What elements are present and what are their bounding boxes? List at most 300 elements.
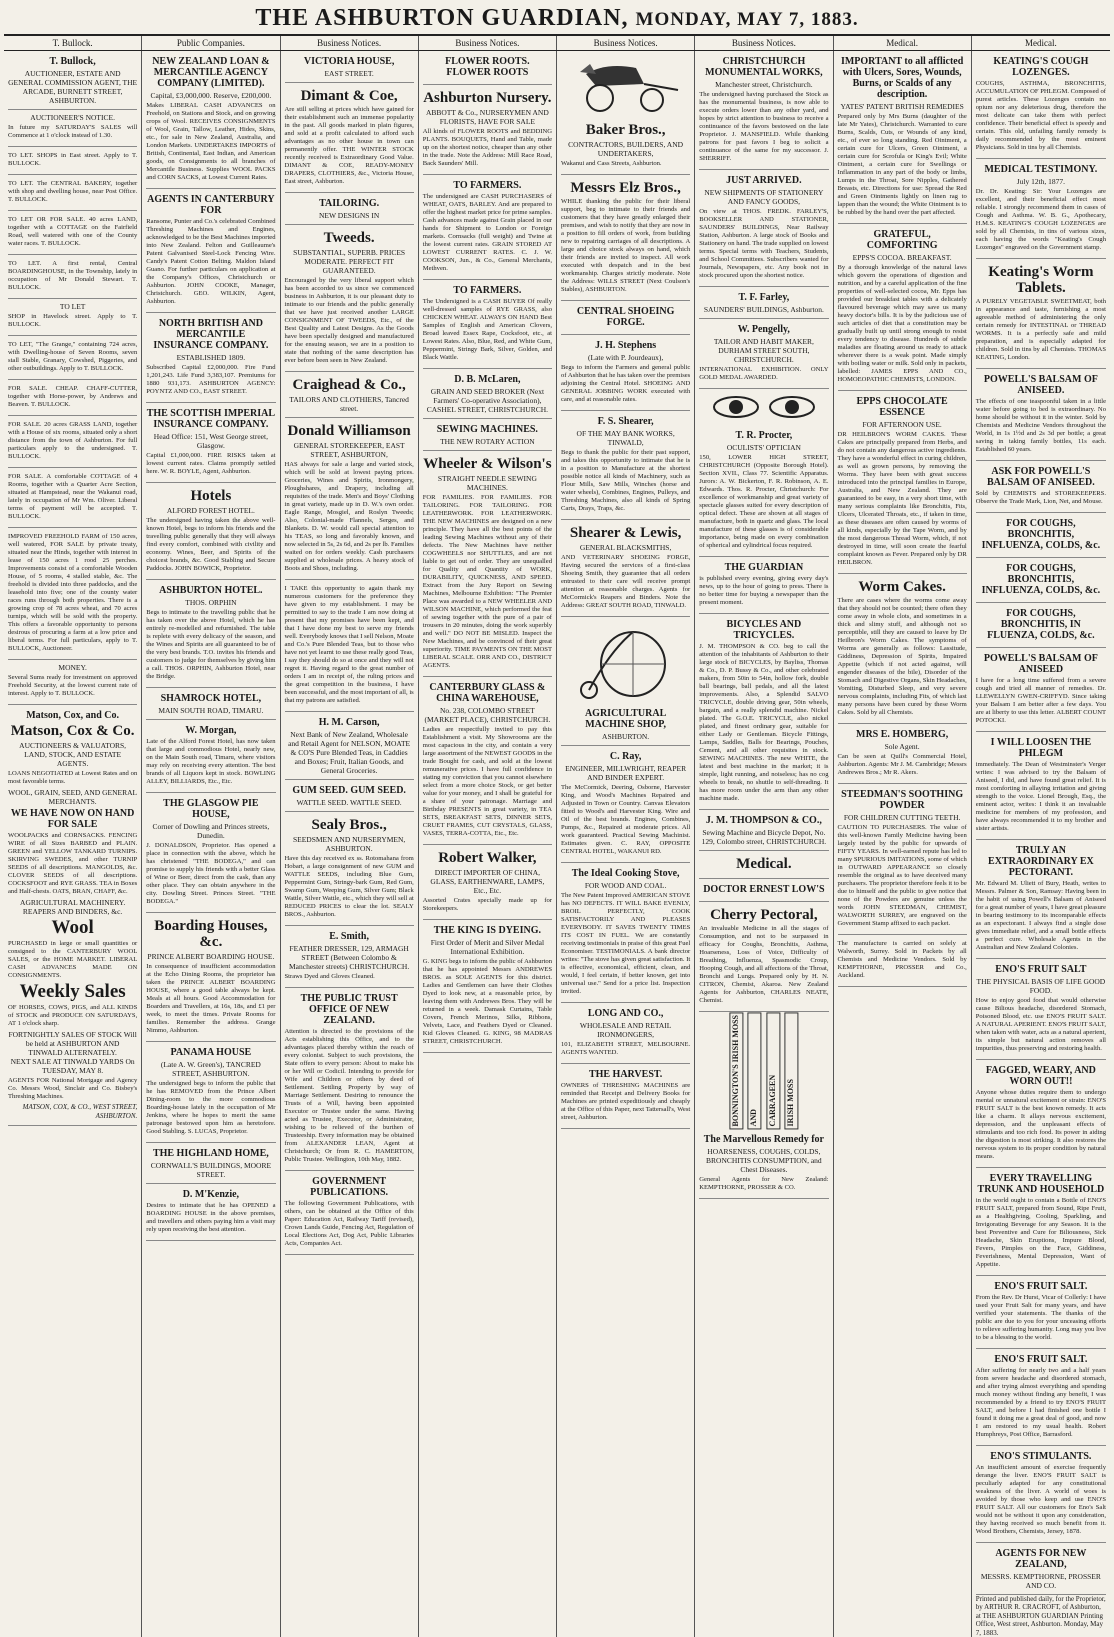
ad-title: FLOWER ROOTS. FLOWER ROOTS — [445, 56, 530, 78]
vertical-label: CARRAGEEN — [766, 1012, 780, 1129]
ad-body: in the world ought to contain a Bottle of ENO'S FRUIT SALT, prepared from Sound, Ripe Fruit, as a Healthgiving, Cooling, Sparkling, and Invigorating Beverage for any Season. It is the best Preventive and Cure for Biliousness, Sick Headache, Skin Eruptions, Impure Blood, Fevers, Pimples on the Face, Giddiness, Feverishness, Mental Depression, Want of Appetite. — [975, 1197, 1106, 1268]
ad-body: An insufficient amount of exercise frequently derange the liver. ENO'S FRUIT SALT is peculiarly adapted for any constitutional weakness of the liver. A world of woes is avoided by those who keep and use ENO'S FRUIT SALT. All our customers for Eno's Salt would not be without it upon any consideration, they having received so much benefit from it. Wood Brothers, Chemists, Jersey, 1878. — [975, 1464, 1106, 1535]
column-heading: Business Notices. — [557, 36, 695, 50]
ad-title: D. M'Kenzie, — [182, 1189, 240, 1200]
newspaper-page — [4, 4, 1110, 1637]
column-3 — [281, 51, 419, 1637]
advertisement — [285, 988, 414, 1171]
ad-title: NEW ZEALAND LOAN & MERCANTILE AGENCY COMPANY (LIMITED). — [152, 56, 270, 89]
ad-subtitle: Manchester street, Christchurch. — [715, 80, 813, 89]
advertisement — [699, 879, 828, 902]
ad-subtitle: FEATHER DRESSER, 129, ARMAGH STREET (Between Colombo & Manchester streets) CHRISTCHURCH. — [289, 944, 410, 971]
advertisement — [285, 1171, 414, 1255]
ad-subtitle: GRAIN AND SEED BROKER (Next Farmers' Co-operative Association), CASHEL STREET, CHRISTCHURCH. — [426, 387, 548, 414]
ad-title: ENO'S FRUIT SALT. — [994, 1354, 1088, 1365]
ad-body: Anyone whose duties require them to undergo mental or unnatural excitement or strain: ENO'S FRUIT SALT is the best known remedy. It acts like a charm. It allays nervous excitement, depression, and the unpleasant effects of stimulants and too rich food. Its power in aiding the digestion is most striking. It also restores the nervous system to its proper condition by natural means. — [975, 1089, 1106, 1160]
ad-title: AGENTS FOR NEW ZEALAND, — [995, 1548, 1087, 1570]
ad-title: CHRISTCHURCH MONUMENTAL WORKS, — [705, 56, 823, 78]
advertisement — [838, 51, 967, 224]
ad-body: The Undersigned is a CASH BUYER Of really well-dressed samples of RYE GRASS, also CHICKEN WHEAT. ALWAYS ON HAND Best Samples of English and American Clovers, Broad leaved Essex Rape, Cocksfoot, etc., at Lowest Rates. Also, Blue, Red, and White Gum, Peppermint, Stringy Bark, Silver, Golden, and Black Wattle. — [422, 298, 552, 361]
advertisement — [699, 51, 828, 170]
column-2 — [142, 51, 280, 1637]
advertisement — [699, 170, 828, 287]
ad-title: H. M. Carson, — [318, 717, 380, 728]
column-heading: Business Notices. — [695, 36, 833, 50]
ad-body: I have for a long time suffered from a severe cough and tried all manner of remedies. Dr. LLEWELLYN GWEN-CRIFFYD. Since taking your Balsam I am better after a few days. You are at liberty to use this letter. ALBERT COUNT POTOCKI. — [975, 677, 1106, 724]
advertisement — [423, 845, 552, 920]
advertisement — [976, 1349, 1106, 1446]
ad-title: FOR COUGHS, BRONCHITIS, IN FLUENZA, COLDS, &c. — [987, 608, 1095, 641]
ad-title: POWELL'S BALSAM OF ANISEED. — [983, 374, 1098, 396]
advertisement — [976, 51, 1106, 159]
column-heading: Public Companies. — [142, 36, 280, 50]
ad-title: SEWING MACHINES. — [436, 424, 538, 435]
advertisement — [146, 720, 275, 793]
ad-subtitle: THE NEW ROTARY ACTION — [440, 437, 535, 446]
vertical-medicine-ad — [699, 1012, 828, 1129]
ad-subtitle: WHOLESALE AND RETAIL IRONMONGERS, — [579, 1021, 672, 1039]
ad-subtitle: NEW DESIGNS IN — [318, 211, 380, 220]
ad-body: All kinds of FLOWER ROOTS and BEDDING PLANTS. BOUQUETS, Hand and Table, made up on the shortest notice, cheaper than any other in the trade. Note the Address: Mill Race Road, Back Saunders' Mill. — [422, 128, 552, 167]
ad-body: After suffering for nearly two and a half years from severe headache and disordered stomach, and after trying almost everything and spending much money without finding any benefit, I was recommended by a friend to try ENO'S FRUIT SALT, and before I had finished one bottle I found it doing me a great deal of good, and now I am restored to my usual health. Robert Humphreys, Post Office, Barrasford. — [975, 1367, 1106, 1438]
ad-body: Ransome, Punter and Co.'s celebrated Combined Threshing Machines and Engines, acknowledged to be the Best Machines imported into New Zealand. Felton and Guilleaume's Patent Galvanised Steel-Lock Fencing Wire. Candy's Patent Cotton Belting. Maldon Island Guano. For further particulars on application at the Company's Offices, Christchurch or Ashburton. JOHN COOKE, Manager, Christchurch. GEO. WILKIN, Agent, Ashburton. — [146, 218, 276, 305]
advertisement — [699, 902, 828, 1012]
advertisement — [699, 287, 828, 319]
ad-title: AGENTS IN CANTERBURY FOR — [147, 194, 275, 216]
advertisement — [8, 468, 137, 528]
ad-title: EVERY TRAVELLING TRUNK AND HOUSEHOLD — [977, 1173, 1105, 1195]
ad-body: PURCHASED in large or small quantities or consigned to the CANTERBURY WOOL SALES, or the HOME MARKET. LIBERAL CASH ADVANCES MADE ON CONSIGNMENTS. — [8, 940, 138, 979]
ad-subtitle: Next Bank of New Zealand, Wholesale and Retail Agent for NELSON, MOATE & CO'S Pure Blended Teas, in Caddies and Boxes; Fruit, Italian Goods, and General Groceries. — [288, 730, 411, 775]
advertisement — [976, 1060, 1106, 1168]
ad-subtitle: FOR AFTERNOON USE. — [862, 420, 942, 429]
ad-title: ASHBURTON HOTEL. — [159, 585, 263, 596]
column-heading: Medical. — [1025, 38, 1057, 48]
ad-body: How to enjoy good food that would otherwise cause Bilious headache, disordered Stomach, Poisoned Blood, etc. use ENO'S FRUIT SALT. A NATURAL APERIENT. ENO'S FRUIT SALT, when taken with water, acts as a natural aperient, its simple but natural action removes all impurities, thus preserving and restoring health. — [975, 997, 1106, 1052]
advertisement — [8, 51, 137, 110]
ad-body: The undersigned having purchased the Stock as has the monumental business, is now able to execute orders lower than any other yard, and hopes by strict attention to business to receive a continuance of the favors bestowed on the late Proprietor. J. MANSFIELD. While thanking patrons for past favors I beg to solicit a continuance of the same for my successor. J. SHERRIFF. — [699, 91, 829, 162]
advertisement — [423, 280, 552, 369]
ad-title: GOVERNMENT PUBLICATIONS. — [310, 1176, 389, 1198]
ad-body: WOOLPACKS and CORNSACKS. FENCING WIRE of all Sizes BARBED and PLAIN. GREEN and YELLOW TANKARD TURNIPS. SKIRVING SWEDES, and other TURNIP SEEDS of all descriptions. MANGOLDS, &c. CLOVER SEEDS of all descriptions. COCKSFOOT and RYE GRASS. TEA in Boxes and Half-chests. OATS, BRAN, CHAFF, &c. — [8, 832, 138, 895]
ad-body: In future my SATURDAY'S SALES will Commence at 1 o'clock instead of 1.30. — [8, 124, 138, 139]
advertisement — [976, 1276, 1106, 1349]
ad-body: 150, LOWER HIGH STREET, CHRISTCHURCH (Opposite Borough Hotel). Section XVII., Class 77. Scientific Apparatus. Jurors: A. W. Bickerton, F. R. Robinson, A. E. Edwards. Thos. R. Procter, Christchurch: For excellence of workmanship and great variety of spectacle glasses suited for every description of optical defect. These are shown at all stages of manufacture, both in quartz and glass. The local manufacture of these glasses is of considerable importance, being made on every combination of spherical and cylindrical focus required. — [699, 454, 829, 549]
ad-body: I TAKE this opportunity to again thank my numerous customers for the preference they have given to my establishment. I may be permitted to say to the trade I am now doing at present that my promises have been kept, and that I have done my best to serve my friends well. Everybody knows that I sell Nelson, Moate and Co.'s Pure Blended Teas, but to those who have not yet learnt to use these really good Teas, I say they should do so at once and they will not regret it. Having regard to the great number of orders I am in receipt of, the ruling prices and the great competition in the business, I have been successful, and the most important of all, is that my patrons are satisfied. — [284, 585, 414, 704]
advertisement — [423, 51, 552, 85]
ad-body: Desires to intimate that he has OPENED a BOARDING HOUSE in the above premises, and travellers and others paying him a visit may rely upon receiving the best attention. — [146, 1202, 276, 1233]
ad-subtitle: TO LET — [59, 302, 86, 311]
advertisement — [423, 677, 552, 845]
ad-title: The Marvellous Remedy for — [703, 1134, 824, 1146]
vertical-label: BONNINGTON'S IRISH MOSS — [729, 1012, 743, 1129]
advertisement — [838, 784, 967, 935]
column-heading: T. Bullock. — [4, 36, 142, 50]
ad-title: Matson, Cox & Co. — [10, 723, 135, 739]
ad-body: SHOP in Havelock street. Apply to T. BULLOCK. — [8, 313, 138, 328]
ad-subtitle: AUCTIONEER, ESTATE AND GENERAL COMMISSION AGENT, THE ARCADE, BURNETT STREET, ASHBURTON. — [8, 69, 138, 105]
ad-subtitle: Head Office: 151, West George street, Glasgow. — [153, 432, 268, 450]
advertisement — [146, 403, 275, 483]
advertisement — [423, 419, 552, 451]
ad-subtitle: EPPS'S COCOA. BREAKFAST. — [852, 253, 952, 262]
column-heading: Business Notices. — [281, 36, 419, 50]
ad-title: SHAMROCK HOTEL, — [160, 693, 262, 704]
ad-subtitle: THE PHYSICAL BASIS OF LIFE GOOD FOOD. — [976, 977, 1106, 995]
ad-title: THE HIGHLAND HOME, — [152, 1148, 269, 1159]
ad-subtitle: WATTLE SEED. WATTLE SEED. — [296, 798, 402, 807]
ad-subtitle: Capital, £3,000,000. Reserve, £200,000. — [150, 91, 272, 100]
advertisement — [838, 391, 967, 574]
ad-title: AGRICULTURAL MACHINE SHOP, — [584, 708, 667, 730]
ad-title: TO FARMERS. — [453, 180, 522, 191]
ad-subtitle: CORNWALL'S BUILDINGS, MOORE STREET. — [150, 1161, 272, 1179]
advertisement — [146, 913, 275, 1042]
ad-body: Begs to intimate to the travelling public that he has taken over the above Hotel, which he has entirely re-modelled and refurnished. The table is replete with every delicacy of the season, and the Wines and Spirits are all guaranteed to be of the very best brands. T.O. invites his friends and customers to judge for themselves by giving him a call. THOS. ORPHIN, Ashburton Hotel, near the Bridge. — [146, 609, 276, 680]
ad-subtitle: FORTNIGHTLY SALES OF STOCK Will be held at ASHBURTON AND TINWALD ALTERNATELY. — [8, 1030, 137, 1057]
ad-subtitle: CONTRACTORS, BUILDERS, AND UNDERTAKERS, — [568, 140, 684, 158]
ad-body: J. DONALDSON, Proprietor. Has opened a place in connection with the above, which he has christened "THE BODEGA," and can promise to supply his friends with a better Glass of Wine or Beer, direct from the cask, than any other place. They can obtain anywhere in the city. Dowling Street. Princes Street. "THE BODEGA." — [146, 842, 276, 905]
ad-body: Capital £1,000,000. FIRE RISKS taken at lowest current rates. Claims promptly settled here. W. R. BOYLE, Agent, Ashburton. — [146, 452, 276, 475]
advertisement — [285, 926, 414, 988]
ad-title: D. B. McLaren, — [454, 374, 521, 385]
ad-subtitle: No. 238, COLOMBO STREET (MARKET PLACE), CHRISTCHURCH. — [424, 706, 551, 724]
ad-title: Robert Walker, — [438, 850, 537, 866]
ad-body: AND VETERINARY SHOEING FORGE, Having secured the services of a first-class Shoeing Smith, they guarantee that all orders entrusted to their care will receive prompt attention at reasonable charges. Agents for McCormick's Reapers and Binders. Note the Address: GREAT SOUTH ROAD, TINWALD. — [561, 554, 691, 609]
ad-body: TO LET. A first rental, Central BOARDINGHOUSE, in the Township, lately in occupation of Mr Donald Stewart. T. BULLOCK. — [8, 260, 138, 291]
ad-title: Medical. — [736, 856, 792, 872]
ad-body: HAS always for sale a large and varied stock, which will be sold at lowest paying prices. Groceries, Wines and Spirits, Ironmongery, Ploughshares, and Drapery, including all requisites of the trade. Men's and Boys' Clothing in great variety, made up in D. W.'s own order. Eagle Range, Mosgiel, and Roslyn Tweeds; Also, Colonial-made Flannels, Serges, and Blankets. D. W. would call special attention to his TEAS, so long and favorably known, and now selected in 5s, 2s 6d, and 2s per lb. Families waited on for orders weekly. Cash purchasers supplied at wholesale prices. A heavy stock of Boots and Shoes, including. — [284, 461, 414, 572]
advertisement — [146, 313, 275, 403]
ad-title: GRATEFUL, COMFORTING — [866, 229, 938, 251]
ad-title: Boarding Houses, &c. — [154, 918, 268, 950]
advertisement — [699, 810, 828, 851]
masthead-date: MONDAY, MAY 7, 1883. — [635, 9, 859, 30]
ad-subtitle: SEEDSMEN AND NURSERYMEN, ASHBURTON. — [292, 835, 406, 853]
ad-subtitle: (Late with P. Jourdeaux), — [588, 353, 664, 362]
ad-title: FOR COUGHS, BRONCHITIS, INFLUENZA, COLDS, &c. — [981, 563, 1101, 596]
advertisement — [146, 483, 275, 580]
ad-body: G. KING begs to inform the public of Ashburton that he has appointed Messrs ANDREWES BROS. as SOLE AGENTS for this district. Ladies and Gentlemen can have their Clothes Dyed to look new, at a reasonable price, by leaving them with Andrewes Bros. They will be returned in a week. Damask Curtains, Table Covers, French Merinos, Silks, Ribbons, Velvets, Lace, and Feathers Dyed or Cleaned. Kid Gloves Cleaned. G. KING, 98 MADRAS STREET, CHRISTCHURCH. — [422, 958, 552, 1045]
ad-body: FOR SALE. 20 acres GRASS LAND, together with a House of six rooms, situated only a short distance from the town of Ashburton. For full particulars apply to the undersigned. T. BULLOCK. — [8, 421, 138, 460]
ad-body: IMPROVED FREEHOLD FARM of 150 acres, well watered, FOR SALE by private treaty, situated near the Hinds, together with interest in lease of 150 acres 1 rood 25 perches. Improvements consist of a comfortable Wooden House, of 5 rooms, 4 stalled stable, &c. The freehold is divided into three paddocks, and the leasehold into five; one of the county water races runs through both properties. There is a growing crop of 78 acres wheat, and 70 acres turnips, which will be sold with the property. This offers a favorable opportunity to persons desirous of procuring a farm at a low price and liberal terms. For full particulars, apply to T. BULLOCK, Auctioneer. — [8, 533, 138, 652]
advertisement — [285, 193, 414, 225]
ad-body: J. M. THOMPSON & CO. beg to call the attention of the inhabitants of Ashburton to their large stock of BICYCLES, by Bayliss, Thomas & Co., D. P. Bussy & Co., and other celebrated makers, from 50in to 54in, hollow fork, double ball bearings, ball pedals, and all the latest improvements. Also, a Splendid SALVO TRICYCLE, double driving gear, 50in wheels, bargain, and a really splendid machine. Nickel plated. The G.O.E. TRICYCLE, also nickel plated, and finest ordinary gear, suitable for either Lady or Gentleman. Bicycle Fittings, Lamps, Saddles, Balls for Bearings, Pouches, Cement, and all other requisites in stock. SEWING MACHINES. The new WHITE, the latest and best machine in the market; it is simple, light running, and noiseless; has no cog wheels to break, no shuttle to self-threading. It has more room under the arm than any other machine made. — [699, 643, 829, 802]
ad-title: C. Ray, — [609, 751, 642, 762]
advertisement — [423, 85, 552, 175]
ad-subtitle: First Order of Merit and Silver Medal International Exhibition. — [430, 938, 545, 956]
ad-subtitle: Sewing Machine and Bicycle Depot, No. 129, Colombo street, CHRISTCHURCH. — [701, 828, 827, 846]
ad-body: The undersigned having taken the above well-known Hotel, begs to inform his friends and the travelling public generally that they will always find every comfort, combined with civility and economy. Wines, Beer, and Spirits of the choicest brands, &c. Good Stabling and Secure Paddocks. JOHN BOWICK, Proprietor. — [146, 517, 276, 572]
advertisement — [976, 1543, 1106, 1595]
advertisement — [8, 211, 137, 255]
ad-title: T. R. Procter, — [735, 430, 793, 441]
ad-title: Messrs Elz Bros., — [570, 180, 681, 196]
ad-subtitle: July 12th, 1877. — [1016, 177, 1066, 186]
vertical-label: IRISH MOSS — [784, 1012, 798, 1129]
advertisement — [838, 724, 967, 784]
advertisement — [561, 117, 690, 175]
ad-body: From the Rev. Dr Hurst, Vicar of Collerly: I have used your Fruit Salt for many years, and have verified your statements. The thanks of the public are due to you for your unceasing efforts to relieve suffering humanity. Long may you live to be a blessing to the world. — [975, 1294, 1106, 1341]
ad-body: INTERNATIONAL EXHIBITION. ONLY GOLD MEDAL AWARDED. — [699, 366, 829, 381]
advertisement — [8, 110, 137, 147]
advertisement — [976, 558, 1106, 603]
advertisement — [146, 1143, 275, 1184]
ad-body: Begs to inform the Farmers and general public of Ashburton that he has taken over the premises adjoining the Central Hotel. SHOEING AND GENERAL JOBBING WORK executed with care, and at reasonable rates. — [561, 364, 691, 403]
ad-body: TO LET OR FOR SALE. 40 acres LAND, together with a COTTAGE on the Fairfield Road, well watered with one of the County water races. T. BULLOCK. — [8, 216, 138, 247]
advertisement — [976, 732, 1106, 840]
ad-title: Worm Cakes. — [858, 579, 946, 595]
ad-subtitle: EAST STREET. — [324, 69, 374, 78]
ad-subtitle: AUCTIONEERS & VALUATORS, LAND, STOCK, AND ESTATE AGENTS. — [19, 741, 127, 768]
ad-title: T. F. Farley, — [738, 292, 790, 303]
advertisement — [8, 528, 137, 660]
penny-farthing-illustration — [561, 620, 690, 700]
advertisement — [699, 425, 828, 557]
ad-body: A PURELY VEGETABLE SWEETMEAT, both in appearance and taste, furnishing a most agreeable method of administering the only certain remedy for INTESTINAL or THREAD WORMS. It is a perfectly safe and mild preparation, and is especially adapted for children. Sold in tins by all Chemists. THOMAS KEATING, London. — [975, 298, 1106, 361]
ad-title: PANAMA HOUSE — [170, 1047, 252, 1058]
ad-title: VICTORIA HOUSE, — [303, 56, 395, 67]
column-1 — [4, 51, 142, 1637]
advertisement — [8, 175, 137, 211]
ad-title: TO FARMERS. — [453, 285, 522, 296]
ad-title: THE GUARDIAN — [724, 562, 804, 573]
ad-title: THE GLASGOW PIE HOUSE, — [163, 798, 259, 820]
ad-subtitle: SUBSTANTIAL, SUPERB. PRICES MODERATE. PERFECT FIT GUARANTEED. — [293, 248, 406, 275]
ad-body: Dr. Dr. Keating: Sir: Your Lozenges are excellent, and their beneficial effect most reliable. I strongly recommend them in cases of Cough and Asthma. W. B. G., Apothecary, H.M.S. KEATING'S COUGH LOZENGES are sold by all Chemists, in tins of various sizes, each having the words "Keating's Cough Lozenges" engraved on the Government stamp. — [975, 188, 1106, 251]
advertisement — [285, 712, 414, 780]
advertisement — [561, 703, 690, 746]
ad-title: Ashburton Nursery. — [423, 90, 552, 106]
ad-body: By a thorough knowledge of the natural laws which govern the operations of digestion and nutrition, and by a careful application of the fine properties of well-selected cocoa, Mr. Epps has provided our breakfast tables with a delicately flavoured beverage which may save us many heavy doctor's bills. It is by the judicious use of such articles of diet that a constitution may be gradually built up until strong enough to resist every tendency to disease. Hundreds of subtle maladies are floating around us ready to attack wherever there is a weak point. Made simply with boiling water or milk. Sold only in packets, labelled: JAMES EPPS AND CO., HOMOEOPATHIC CHEMISTS, LONDON. — [837, 264, 967, 383]
ad-title: TRULY AN EXTRAORDINARY EX PECTORANT. — [988, 845, 1094, 878]
ad-body: Attention is directed to the provisions of the Acts establishing this Office, and to the advantages placed thereby within the reach of every colonist. Subject to such provisions, the State offers to every person: About to make his or her Will or Codicil. Intending to provide for Wife and Children or others by deed of Settlement. Settling Property by way of Marriage Settlement. Desiring to renounce the Trusts of a Will, having been appointed Executor or Trustee under the same. Having acted as Trustee, Executor, or Administrator, wishing to be relieved of the burthen of Trusteeship. Every information may be obtained from ALEXANDER LEAN, Agent at Christchurch; Or from R. C. HAMERTON, Public Trustee. Wellington, 10th May, 1882. — [284, 1028, 414, 1163]
ad-title: Tweeds. — [323, 230, 375, 246]
ad-title: Wheeler & Wilson's — [423, 456, 552, 472]
ad-subtitle: NEW SHIPMENTS OF STATIONERY AND FANCY GOODS, — [704, 188, 824, 206]
advertisement — [976, 513, 1106, 558]
column-6 — [695, 51, 833, 1637]
advertisement — [561, 175, 690, 301]
ad-title: Hotels — [190, 488, 232, 504]
advertisement — [561, 746, 690, 863]
ad-body: On view at THOS. FREDK. FARLEY'S, BOOKSELLER AND STATIONER, SAUNDERS' BUILDINGS, Near Railway Station, Ashburton. A large stock of Books and Stationery on hand. The trade supplied on lowest terms. Special terms with Teachers, Students, and School Committees. Subscribers wanted for Journals, Newspapers, etc. Any book not in stock procured upon the shortest notice. — [699, 208, 829, 279]
advertisement — [285, 418, 414, 580]
carriage-illustration — [561, 54, 690, 114]
ad-title: MEDICAL TESTIMONY. — [984, 164, 1098, 175]
ad-subtitle: STRAIGHT NEEDLE SEWING MACHINES. — [437, 474, 537, 492]
ad-body: FOR SALE. CHEAP. CHAFF-CUTTER, together with Horse-power, by Andrews and Beaven. T. BULLOCK. — [8, 385, 138, 408]
column-4 — [419, 51, 557, 1637]
ad-subtitle: AUCTIONEER'S NOTICE. — [30, 113, 115, 122]
ad-subtitle: Corner of Dowling and Princes streets, Dunedin. — [152, 822, 270, 840]
advertisement — [976, 603, 1106, 648]
ad-title: CENTRAL SHOEING FORGE. — [576, 306, 675, 328]
advertisement — [285, 372, 414, 418]
advertisement — [146, 51, 275, 189]
ad-body: Wakanui and Cass Streets, Ashburton. — [561, 160, 662, 167]
ad-subtitle: OCULISTS' OPTICIAN — [726, 443, 801, 452]
advertisement — [8, 299, 137, 336]
ad-title: I WILL LOOSEN THE PHLEGM — [990, 737, 1092, 759]
advertisement — [285, 580, 414, 712]
ad-subtitle: Sole Agent. — [884, 742, 920, 751]
ad-body: The effects of one teaspoonful taken in a little water before going to bed is extraordinary. No home should be without it in the winter. Sold by Chemists and Medicine Vendors throughout the World, in 1s 1½d and 2s 3d per bottle; a great saving in taking family bottles, 11s each. Established 60 years. — [975, 398, 1106, 453]
ad-title: WE HAVE NOW ON HAND FOR SALE — [10, 808, 135, 830]
ad-title: KEATING'S COUGH LOZENGES. — [993, 56, 1089, 78]
vertical-label: AND — [747, 1012, 761, 1129]
ad-subtitle: PRINCE ALBERT BOARDING HOUSE. — [147, 952, 275, 961]
ad-body: The following Government Publications, with others, can be obtained at the Office of this Paper: Education Act, Railway Tariff (revised), Crown Lands Guide, Fencing Act, Regulation of Local Elections Act, Dog Act, Public Libraries Acts, Companies Act. — [284, 1200, 414, 1247]
ad-body: Are still selling at prices which have gained for their establishment such an immense popularity in the past. All goods marked in plain figures, and sold at a profit calculated to afford such advantages as no other house in town can permanently offer. THE WINTER STOCK recently received is Extraordinary Good Value. DIMANT & COE, READY-MONEY DRAPERS, CLOTHIERS, &c., Victoria House, East street, Ashburton. — [284, 106, 414, 185]
ad-title: THE KING IS DYEING. — [433, 925, 541, 936]
ad-subtitle: ALFORD FOREST HOTEL. — [166, 506, 255, 515]
advertisement — [146, 1184, 275, 1241]
ad-body: Mr. Edward M. Uliett of Bury, Heath, writes to Messrs. Palmer & Son, Ramsay: Having been in the habit of using Powell's Balsam of Aniseed for a great number of years, I have great pleasure in bearing testimony to its incomparable effects as an expectorant. I always find a single dose gives immediate relief, and a small bottle effects a perfect cure. Wholesale Agents in the Australian and New Zealand Colonies. — [975, 880, 1106, 951]
advertisement — [838, 574, 967, 724]
ad-body: Late of the Alford Forest Hotel, has now taken that large and commodious Hotel, nearly new, on the Main South road, Timaru, where visitors may rely on receiving every attention. The best brands of all Liquors kept in stock. BOWLING ALLEY, BILLIARDS, Etc., Etc. — [146, 738, 276, 785]
ad-title: BICYCLES AND TRICYCLES. — [726, 619, 802, 641]
advertisement — [976, 1168, 1106, 1276]
ad-subtitle: FOR CHILDREN CUTTING TEETH. — [843, 813, 961, 822]
ad-title: Craighead & Co., — [292, 377, 406, 393]
advertisement — [561, 301, 690, 335]
advertisement — [699, 614, 828, 810]
ad-title: THE PUBLIC TRUST OFFICE OF NEW ZEALAND. — [300, 993, 398, 1026]
ad-title: FOR COUGHS, BRONCHITIS, INFLUENZA, COLDS, &c. — [981, 518, 1101, 551]
advertisement — [285, 780, 414, 812]
ad-subtitle: SAUNDERS' BUILDINGS, Ashburton. — [703, 305, 824, 314]
ad-body: TO LET, "The Grange," containing 724 acres, with Dwelling-house of Seven Rooms, seven stall Stable, Granary, Cowshed, Piggeries, and other outbuildings. Apply to T. BULLOCK. — [8, 341, 138, 372]
ad-body: DR HEILBRON'S WORM CAKES. These Cakes are principally prepared from Herbs, and do not contain any dangerous active ingredients. They have a wonderful effect in curing children, as well as grown persons, by removing the Worms. They have been with great success introduced into the principal families in Europe, Australia, and New Zealand. They are guaranteed to be easy, in a very short time, with many serious complaints like Bronchitis, Fits, Ulcers, Ulcerated Throats, etc., if taken in time, as these diseases are often caused by worms of all kinds, especially by the Tape Worm, and by the most dangerous Thread Worm, which, if not destroyed in time, will soon create the fearful complaint known as Fever. Prepared only by DR HEILBRON. — [837, 431, 967, 566]
ad-body: WHILE thanking the public for their liberal support, beg to intimate to their friends and customers that they have greatly enlarged their premises, and wish to notify that they are now in a position to fill orders of work, from building new to repairing carriages of all descriptions. A large and choice stock always on hand, which their friends are invited to inspect. All work executed with despatch and in the best workmanship. Charges strictly moderate. Note the Address: WILLS STREET (Next Coulson's Stables), ASHBURTON. — [561, 198, 691, 293]
ad-body: Several Sums ready for investment on approved Freehold Security, at the lowest current rate of interest. Apply to T. BULLOCK. — [8, 674, 138, 697]
ad-title: Weekly Sales — [19, 981, 126, 1002]
ad-body: Makes LIBERAL CASH ADVANCES on Freehold, on Stations and Stock, and on growing crops of Wool. RECEIVES CONSIGNMENTS of Wool, Grain, Tallow, Leather, Hides, Skins, etc., for sale in New Zealand, Australia, and London Markets. UNDERTAKES IMPORTS of British, Continental, East Indian, and American goods, on Consignments to all branches of Mercantile Business. Supplies WOOL PACKS and CORN SACKS, at Lowest Current Rates. — [146, 102, 276, 181]
ad-subtitle: YATES' PATENT BRITISH REMEDIES — [840, 102, 964, 111]
ad-body: Prepared only by Mrs Burns (daughter of the late Mr Yates), Christchurch. Warranted to cure Burns, Scalds, Cuts, or Wounds of any kind, etc., of ever so long standing. Red Ointment, a certain cure for Ulcers, Green Ointment, a certain cure for Scrofula or King's Evil; White Ointment, a certain cure for Swellings or Inflammation in any part of the body or limbs, Lumps in the Throat, Sore Nipples, Gathered Breasts, etc. Directions for use: Spread the Red and Green Ointments lightly on linen rag to lappen than the wound; the White Ointment is to be rubbed by the hand over the part affected. — [837, 113, 967, 216]
ad-body: Can be seen at Quill's Commercial Hotel, Ashburton. Agents: Mr J. M. Cambridge; Messrs Andrewes Bros.; Mr R. Akers. — [837, 753, 967, 776]
ad-title: MRS E. HOMBERG, — [856, 729, 949, 740]
ad-title: NORTH BRITISH AND MERCANTILE INSURANCE COMPANY. — [153, 318, 269, 351]
imprint: Printed and published daily, for the Proprietor, by ARTHUR R. CRACROFT, of Ashburton, at THE ASHBURTON GUARDIAN Printing Office, West street, Ashburton. Monday, May 7, 1883. — [975, 1595, 1106, 1637]
ad-title: Dimant & Coe, — [300, 88, 398, 104]
columns — [4, 51, 1110, 1637]
ad-subtitle: TAILORS AND CLOTHIERS, Tancred street. — [289, 395, 409, 413]
ad-body: Sold by CHEMISTS and STOREKEEPERS. Observe the Trade Mark, Lion, Net, and Mouse. — [975, 490, 1106, 505]
advertisement — [561, 863, 690, 1003]
ad-title: TAILORING. — [319, 198, 380, 209]
column-8 — [972, 51, 1110, 1637]
advertisement — [146, 189, 275, 313]
advertisement — [976, 259, 1106, 369]
advertisement — [976, 959, 1106, 1060]
ad-body: LOANS NEGOTIATED at Lowest Rates and on most favorable terms. — [8, 770, 138, 785]
ad-subtitle: ENGINEER, MILLWRIGHT, REAPER AND BINDER EXPERT. — [565, 764, 687, 782]
ad-title: IMPORTANT to all afflicted with Ulcers, Sores, Wounds, Burns, or Scalds of any description. — [840, 56, 964, 100]
ad-body: is published every evening, giving every day's news, up to the hour of going to press. There is no better time for buying a newspaper than the present moment. — [699, 575, 829, 606]
ad-title: ENO'S STIMULANTS. — [990, 1451, 1092, 1462]
advertisement — [423, 369, 552, 419]
advertisement — [423, 920, 552, 1053]
ad-title: Donald Williamson — [287, 423, 411, 439]
ad-body: CAUTION TO PURCHASERS. The value of this well-known Family Medicine having been largely tested by the public for upwards of FIFTY YEARS. In well-earned repute has led to many SPURIOUS IMITATIONS, some of which in OUTWARD APPEARANCE so closely resemble the original as to have deceived many purchasers. The proprietor therefore feels it to be due to himself and the public to give notice that none of the Powders are genuine unless the words JOHN STEEDMAN, CHEMIST, WALWORTH SURREY, are engraved on the Government Stamp affixed to each packet. — [837, 824, 967, 927]
section-heading: Matson, Cox, and Co. — [26, 710, 120, 721]
ad-subtitle: GENERAL STOREKEEPER, EAST STREET, ASHBURTON, — [293, 441, 405, 459]
ad-subtitle: ESTABLISHED 1809. — [176, 353, 246, 362]
advertisement — [976, 1446, 1106, 1543]
ad-title: Keating's Worm Tablets. — [988, 264, 1094, 296]
ad-title: FAGGED, WEARY, AND WORN OUT!! — [985, 1065, 1096, 1087]
advertisement — [8, 416, 137, 468]
advertisement — [561, 411, 690, 520]
advertisement — [8, 660, 137, 705]
advertisement — [8, 380, 137, 416]
ad-body: FOR SALE. A comfortable COTTAGE of 4 Rooms, together with a Quarter Acre Section, situated at Hampstead, near the Wakanui road, lately in occupation of Mr Wm. Oliver. Liberal terms of payment will be accepted. T. BULLOCK. — [8, 473, 138, 520]
ad-title: J. M. THOMPSON & CO., — [705, 815, 822, 826]
ad-body: General Agents for New Zealand: KEMPTHORNE, PROSSER & CO. — [699, 1176, 829, 1192]
ad-title: E. Smith, — [329, 931, 369, 942]
ad-title: ASK FOR POWELL'S BALSAM OF ANISEED. — [987, 466, 1095, 488]
advertisement — [146, 580, 275, 688]
ad-subtitle: NEXT SALE AT TINWALD YARDS On TUESDAY, MAY 8. — [10, 1057, 135, 1075]
ad-body: COUGHS, ASTHMA, BRONCHITIS, ACCUMULATION OF PHLEGM. Composed of purest articles. These Lozenges contain no opium nor any deleterious drug, therefore the most delicate can take them with perfect confidence. Their beneficial effect is speedy and certain. This old, unfailing family remedy is daily recommended by the most eminent Physicians. Sold in tins by all Chemists. — [975, 80, 1106, 151]
ad-body: There are cases where the worms come away that they should not be counted; there often they come away in whole clots, and sometimes in a thick and slimy stuff, and although not so perceptible, still they are caused to leave by Dr Heilbron's Worm Cakes. The symptoms of Worms are generally as follows: Lassitude, Giddiness, Depression of Spirits, Impaired Appetite (which if not acted against, will engender diseases of the bile), Disorder of the Stomach and Digestive Organs, Skin Headaches, Vomiting, Disturbed Sleep, and very severe nervous complaints, including Fits, of which last many persons have been cured by these Worm Cakes. Sold by all Chemists. — [837, 597, 967, 716]
advertisement — [976, 840, 1106, 959]
column-heading: Business Notices. — [419, 36, 557, 50]
ad-body: Straws Dyed and Gloves Cleaned. — [284, 973, 375, 980]
ad-title: JUST ARRIVED. — [726, 175, 802, 186]
ad-subtitle: (Late A. W. Green's), TANCRED STREET, ASHBURTON. — [160, 1060, 261, 1078]
advertisement — [8, 336, 137, 380]
ad-body: TO LET. SHOPS in East street. Apply to T. BULLOCK. — [8, 152, 138, 167]
ad-title: EPPS CHOCOLATE ESSENCE — [856, 396, 948, 418]
advertisement — [423, 451, 552, 677]
eyes-illustration — [699, 392, 828, 422]
advertisement — [561, 335, 690, 411]
column-5 — [557, 51, 695, 1637]
ad-title: J. H. Stephens — [595, 340, 657, 351]
masthead-title: THE ASHBURTON GUARDIAN, — [255, 5, 629, 31]
advertisement — [8, 255, 137, 299]
advertisement — [8, 147, 137, 175]
ad-title: F. S. Shearer, — [597, 416, 654, 427]
ad-body: OWNERS of THRESHING MACHINES are reminded that Receipt and Delivery Books for Machines are printed expeditiously and cheaply at the Office of this Paper, next Tattersall's, West street, Ashburton. — [561, 1082, 691, 1121]
advertisement — [699, 851, 828, 879]
advertisement — [561, 1003, 690, 1064]
ad-subtitle: DIRECT IMPORTER OF CHINA, GLASS, EARTHENWARE, LAMPS, Etc., Etc. — [430, 868, 545, 895]
ad-body: Have this day received ex ss. Rotomahana from Hobart, a large consignment of new GUM and WATTLE SEEDS, including Blue Gum, Peppermint Gum, Stringy-bark Gum, Red Gum, Swamp Gum, Weeping Gum, Silver Gum; Black Wattle, Silver Wattle, etc., which they will sell at REDUCED PRICES to clear the lot. SEALY BROS., Ashburton. — [284, 855, 414, 918]
advertisement — [146, 793, 275, 913]
advertisement — [285, 812, 414, 926]
ad-subtitle: THOS. ORPHIN — [185, 598, 237, 607]
ad-body: An invaluable Medicine in all the stages of Consumption, and not to be surpassed in efficacy for Coughs, Bronchitis, Asthma, Hoarseness, Loss of Voice, Difficulty of Breathing, Influenza, Spasmodic Croup, Hooping Cough, and all affections of the Throat, Bronchi and Lungs. Prepared only by H. N. CITRON, Chemist, Akaroa. New Zealand Agents for Ashburton, CHARLES NEATE, Chemist. — [699, 925, 829, 1004]
ad-body: immediately. The Dean of Westminster's Verger writes: I was advised to try the Balsam of Aniseed, I did, and have found great relief. It is most comforting in allaying irritation and giving strength to the voice. Lionel Brough, Esq., the eminent actor, writes: I think it an invaluable medicine for members of my profession, and have always recommended it to my brother and sister artists. — [975, 761, 1106, 832]
ad-title: The Ideal Cooking Stove, — [571, 868, 680, 879]
advertisement — [976, 369, 1106, 461]
advertisement — [976, 461, 1106, 513]
ad-title: GUM SEED. GUM SEED. — [292, 785, 406, 796]
matson-cox-ad — [8, 705, 137, 1126]
ad-title: Wool — [51, 917, 94, 938]
ad-subtitle: ASHBURTON. — [602, 732, 650, 741]
column-7 — [834, 51, 972, 1637]
ad-title: POWELL'S BALSAM OF ANISEED — [983, 653, 1098, 675]
ad-body: 101, ELIZABETH STREET, MELBOURNE. AGENTS WANTED. — [561, 1041, 691, 1056]
advertisement — [561, 520, 690, 617]
ad-body: TO LET. The CENTRAL BAKERY, together with shop and dwelling house, near Post Office. T. BULLOCK. — [8, 180, 138, 203]
advertisement — [976, 648, 1106, 732]
